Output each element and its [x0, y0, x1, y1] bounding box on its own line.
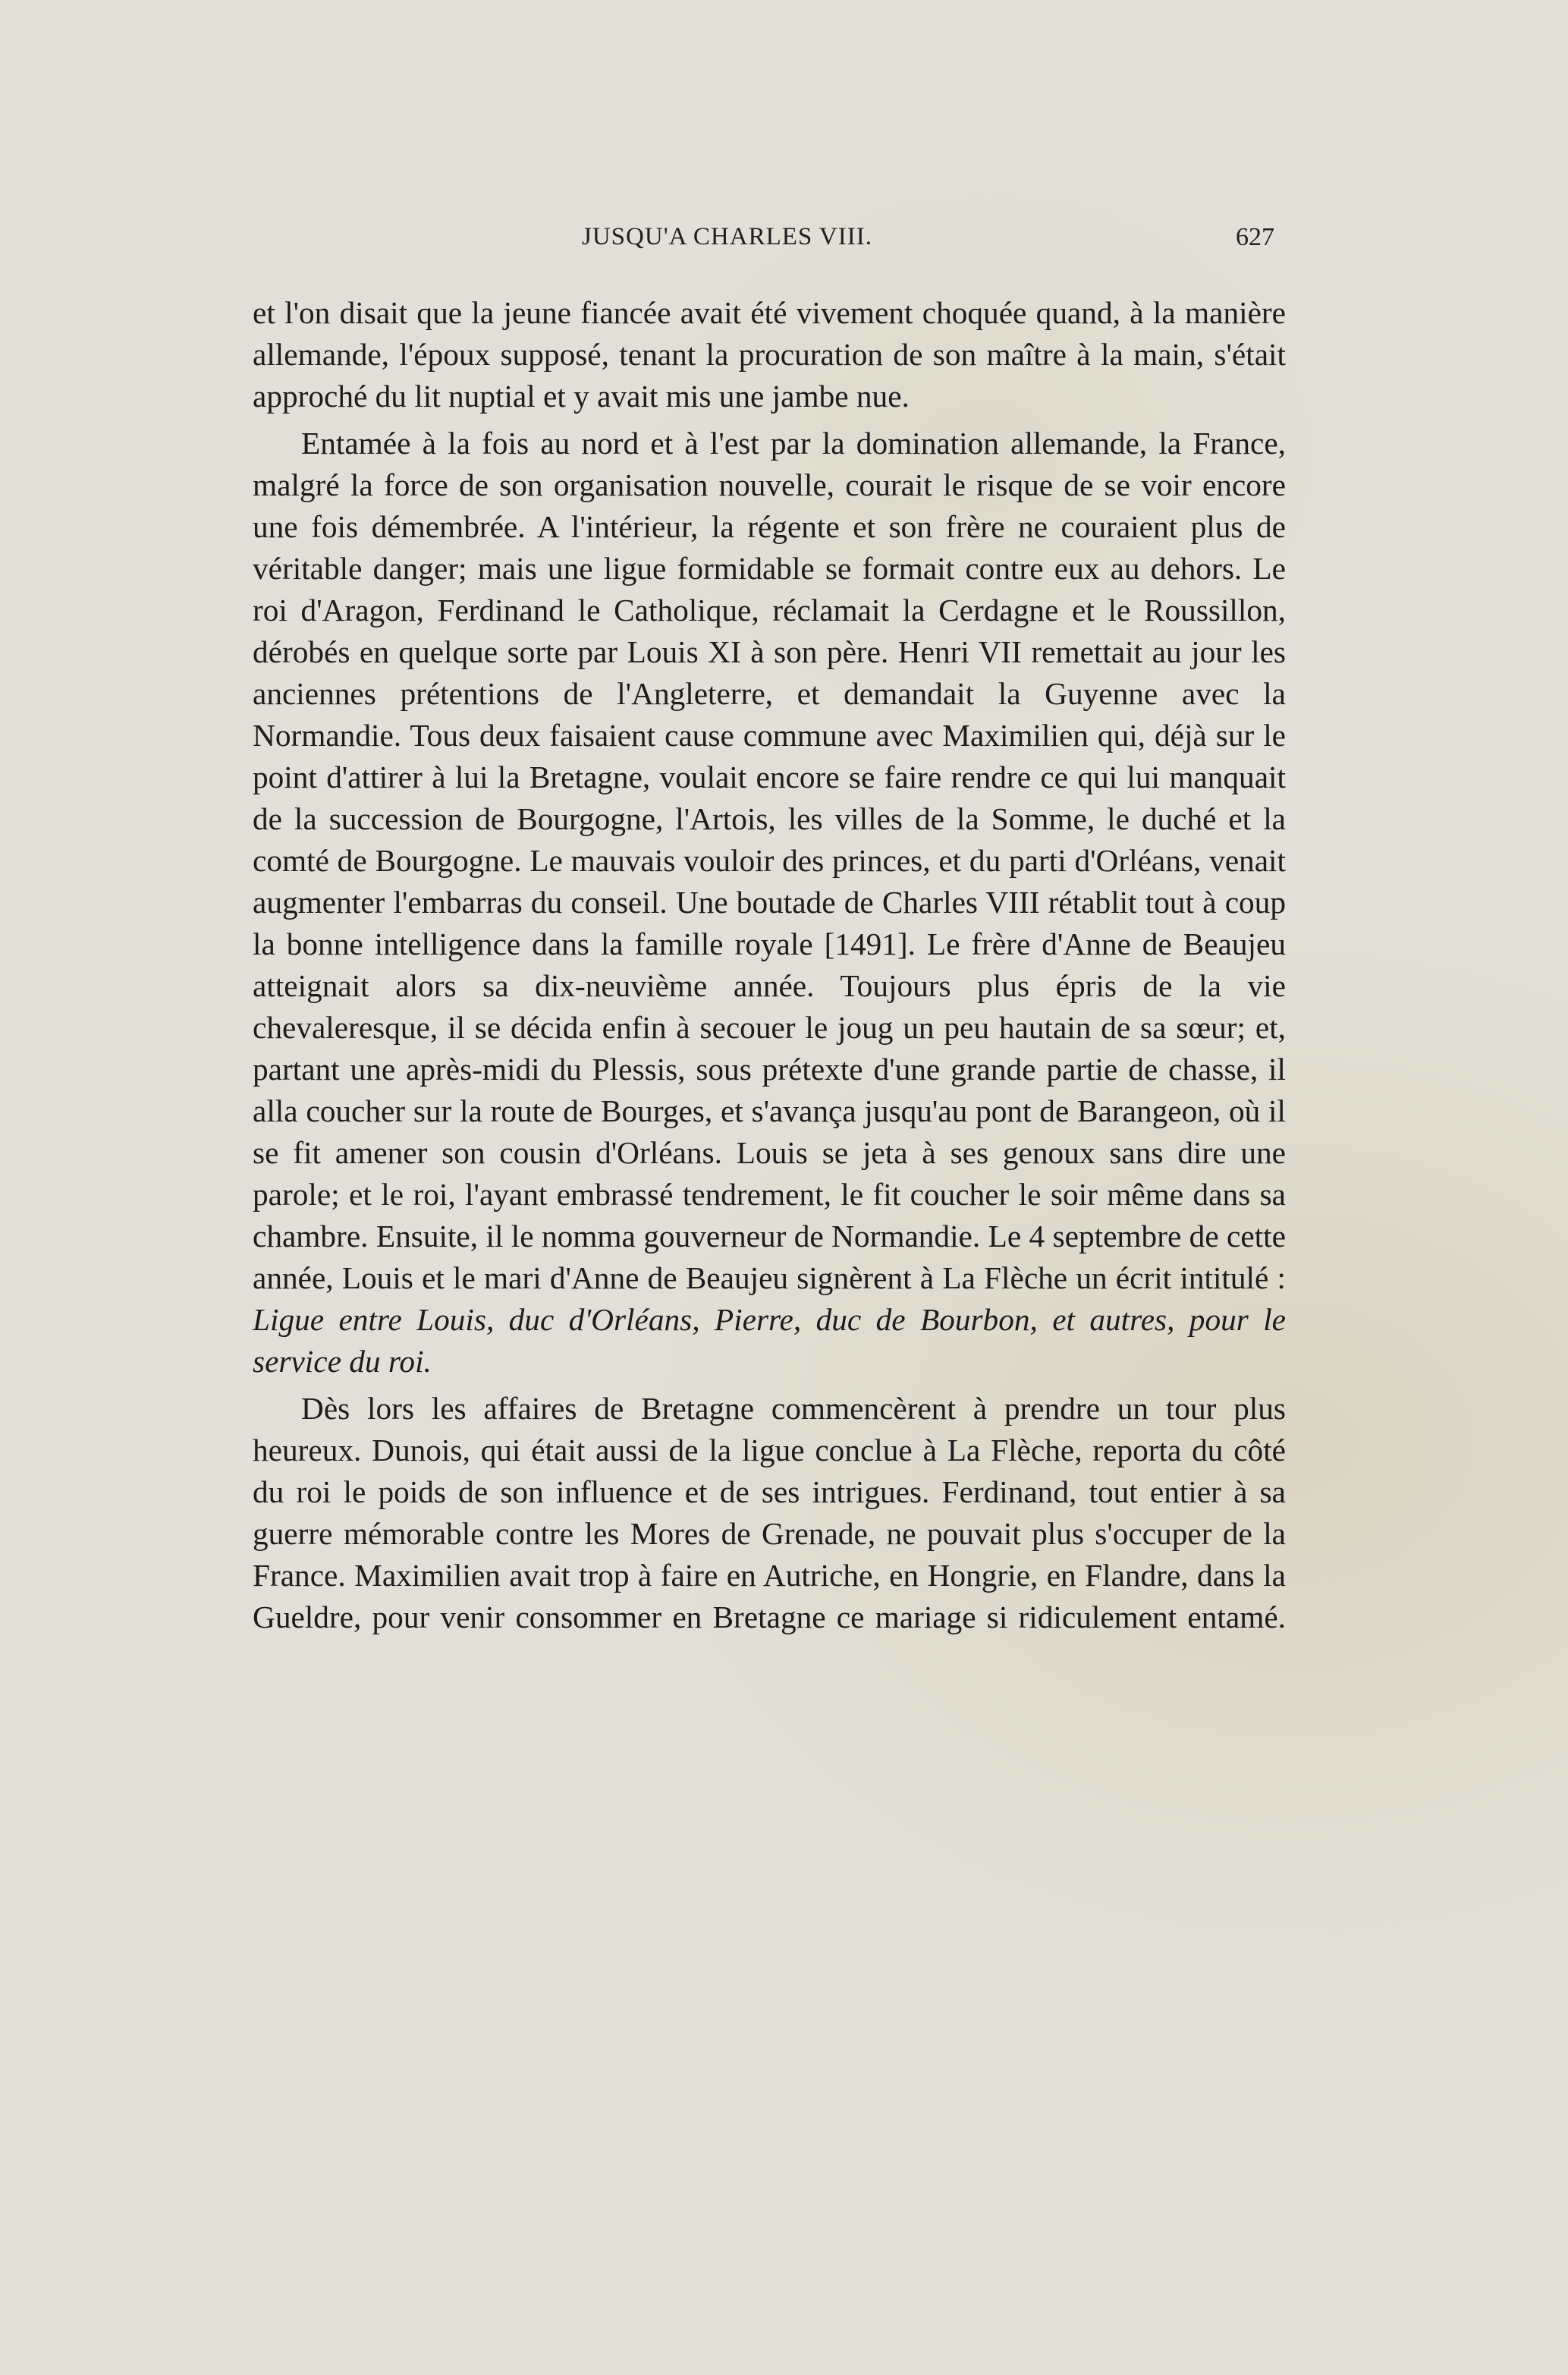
running-head: JUSQU'A CHARLES VIII.: [582, 223, 872, 250]
paragraph-1-text: et l'on disait que la jeune fiancée avait été vivement choquée quand, à la manière allemande, l'époux supposé, tenant la procuration de son maître à la main, s'était approché du lit nuptial et y avait mis une jambe nue.: [253, 295, 1286, 414]
page-header: [250, 223, 1274, 261]
page-number: 627: [1236, 223, 1274, 251]
paragraph-1: [253, 292, 1286, 417]
paragraph-3-text: Dès lors les affaires de Bretagne commencèrent à prendre un tour plus heureux. Dunois, qui était aussi de la ligue conclue à La Flèche, reporta du côté du roi le poids de son influence et de ses intrigues. Ferdinand, tout entier à sa guerre mémorable contre les Mores de Grenade, ne pouvait plus s'occuper de la France. Maximilien avait trop à faire en Autriche, en Hongrie, en Flandre, dans la Gueldre, pour venir consommer en Bretagne ce mariage si ridiculement entamé.: [253, 1391, 1286, 1634]
paragraph-2-italic-title: Ligue entre Louis, duc d'Orléans, Pierre, duc de Bourbon, et autres, pour le service du roi.: [253, 1302, 1286, 1379]
paragraph-2: [253, 423, 1286, 1383]
paragraph-2-text: Entamée à la fois au nord et à l'est par la domination allemande, la France, malgré la force de son organisation nouvelle, courait le risque de se voir encore une fois démembrée. A l'intérieur, la régente et son frère ne couraient plus de véritable danger; mais une ligue formidable se formait contre eux au dehors. Le roi d'Aragon, Ferdinand le Catholique, réclamait la Cerdagne et le Roussillon, dérobés en quelque sorte par Louis XI à son père. Henri VII remettait au jour les anciennes prétentions de l'Angleterre, et demandait la Guyenne avec la Normandie. Tous deux faisaient cause commune avec Maximilien qui, déjà sur le point d'attirer à lui la Bretagne, voulait encore se faire rendre ce qui lui manquait de la succession de Bourgogne, l'Artois, les villes de la Somme, le duché et la comté de Bourgogne. Le mauvais vouloir des princes, et du parti d'Orléans, venait augmenter l'embarras du conseil. Une boutade de Charles VIII rétablit tout à coup la bonne intelligence dans la famille royale [1491]. Le frère d'Anne de Beaujeu atteignait alors sa dix-neuvième année. Toujours plus épris de la vie chevaleresque, il se décida enfin à secouer le joug un peu hautain de sa sœur; et, partant une après-midi du Plessis, sous prétexte d'une grande partie de chasse, il alla coucher sur la route de Bourges, et s'avança jusqu'au pont de Barangeon, où il se fit amener son cousin d'Orléans. Louis se jeta à ses genoux sans dire une parole; et le roi, l'ayant embrassé tendrement, le fit coucher le soir même dans sa chambre. Ensuite, il le nomma gouverneur de Normandie. Le 4 septembre de cette année, Louis et le mari d'Anne de Beaujeu signèrent à La Flèche un écrit intitulé :: [253, 426, 1286, 1295]
body-text: [253, 292, 1286, 1638]
paragraph-3: [253, 1388, 1286, 1638]
